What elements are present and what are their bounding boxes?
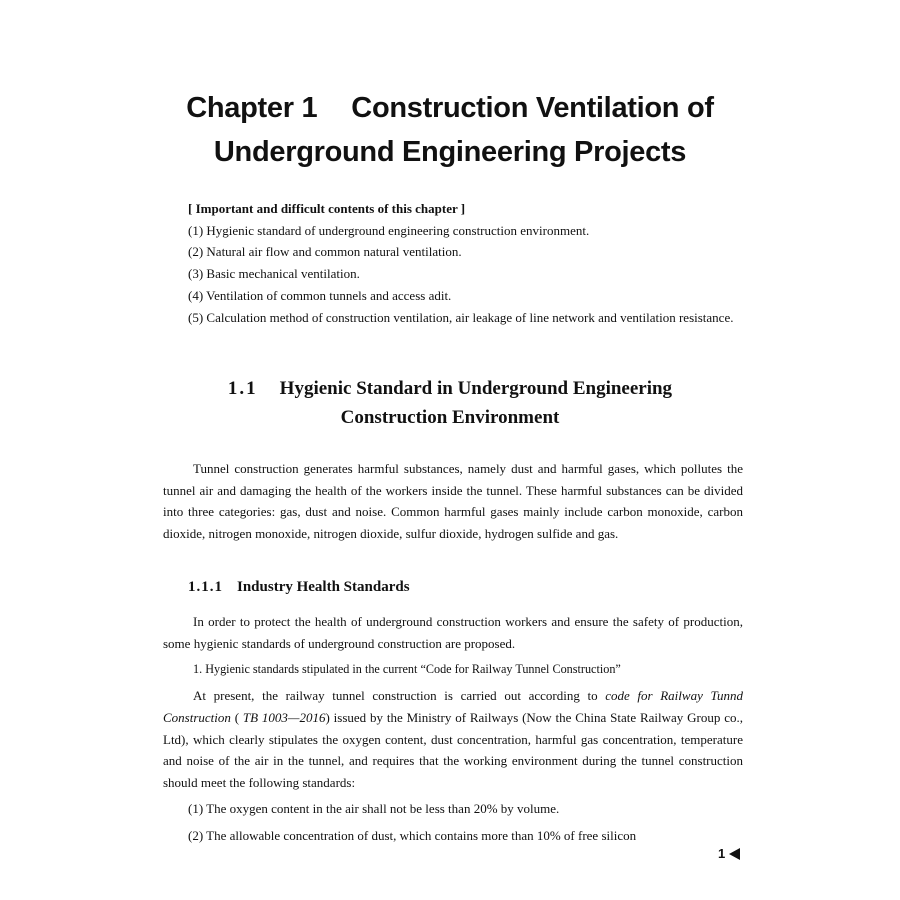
key-point-item: (5) Calculation method of construction ventilation, air leakage of line network and ventilation resistance. xyxy=(188,309,734,325)
left-arrow-icon xyxy=(729,848,740,860)
present-text-a: At present, the railway tunnel construction is carried out according to xyxy=(193,688,606,704)
standards-heading: 1. Hygienic standards stipulated in the current “Code for Railway Tunnel Construction” xyxy=(193,662,621,676)
protect-paragraph: In order to protect the health of underground construction workers and ensure the safety of production, some hygienic standards of underground construction are proposed. xyxy=(163,614,743,651)
present-text-c: ) issued by the Ministry of Railways (Now the China State Railway Group co., Ltd), which clearly stipulates the oxygen content, dust concentration, harmful gas concentration, temperature and noise of the air in the tunnel, and requires that the working environment during the tunnel construction should meet the following standards: xyxy=(163,710,743,791)
subsection-title-text: Industry Health Standards xyxy=(237,579,410,595)
chapter-title xyxy=(0,86,900,174)
standard-number: TB 1003—2016 xyxy=(242,710,326,725)
section-number: 1.1 xyxy=(227,378,258,399)
key-point-item: (4) Ventilation of common tunnels and access adit. xyxy=(188,287,452,303)
section-title-line2: Construction Environment xyxy=(340,407,560,428)
standard-item xyxy=(163,825,743,847)
section-title xyxy=(0,374,900,432)
body-block xyxy=(163,611,743,851)
standard-item-1: (1) The oxygen content in the air shall not be less than 20% by volume. xyxy=(188,801,560,817)
present-paragraph xyxy=(163,685,743,794)
subsection-number: 1.1.1 xyxy=(188,579,223,595)
chapter-number: Chapter 1 xyxy=(186,92,318,124)
intro-block xyxy=(163,458,743,545)
page-number-text: 1 xyxy=(718,846,726,861)
subsection-title xyxy=(188,576,410,598)
present-text-b: ( xyxy=(230,710,243,725)
key-point-item: (2) Natural air flow and common natural ventilation. xyxy=(188,244,462,260)
section-title-line1: Hygienic Standard in Underground Engineering xyxy=(279,378,673,399)
standard-item-2: (2) The allowable concentration of dust, which contains more than 10% of free silicon xyxy=(188,827,637,843)
chapter-title-line2: Underground Engineering Projects xyxy=(213,136,687,168)
intro-paragraph: Tunnel construction generates harmful substances, namely dust and harmful gases, which pollutes the tunnel air and damaging the health of the workers inside the tunnel. These harmful substances can be divided into three categories: gas, dust and noise. Common harmful gases mainly include carbon monoxide, carbon dioxide, nitrogen monoxide, nitrogen dioxide, sulfur dioxide, hydrogen sulfide and gas. xyxy=(163,461,743,542)
standard-item xyxy=(163,798,743,820)
key-points xyxy=(163,198,743,328)
key-points-heading: [ Important and difficult contents of this chapter ] xyxy=(188,201,466,216)
key-point-item: (3) Basic mechanical ventilation. xyxy=(188,266,360,282)
key-point-item: (1) Hygienic standard of underground engineering construction environment. xyxy=(188,222,590,238)
page-number xyxy=(718,846,740,862)
chapter-title-line1: Construction Ventilation of xyxy=(351,92,714,124)
code-name: code for Railway Tunnd Construction xyxy=(163,688,743,725)
